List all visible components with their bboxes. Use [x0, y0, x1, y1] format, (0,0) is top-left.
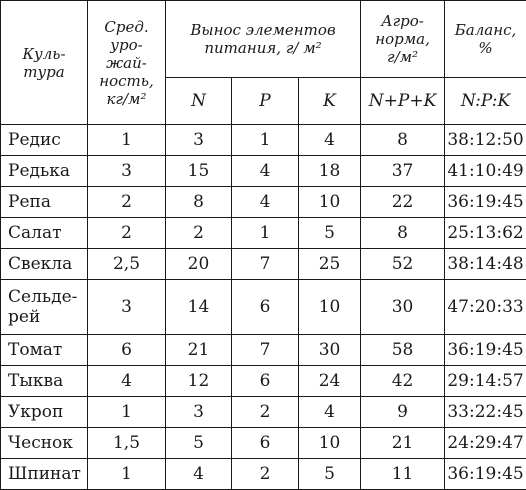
cell-p: 2 — [232, 397, 299, 428]
cell-crop: Укроп — [1, 397, 88, 428]
cell-crop: Томат — [1, 335, 88, 366]
cell-npk: 9 — [361, 397, 445, 428]
cell-npk: 52 — [361, 249, 445, 280]
cell-n: 5 — [166, 428, 232, 459]
cell-p: 4 — [232, 187, 299, 218]
cell-yield: 3 — [88, 156, 166, 187]
cell-npk: 11 — [361, 459, 445, 490]
cell-crop: Шпинат — [1, 459, 88, 490]
cell-npk: 21 — [361, 428, 445, 459]
cell-yield: 1 — [88, 459, 166, 490]
cell-p: 6 — [232, 366, 299, 397]
header-norm: Агро- норма, г/м² — [361, 1, 445, 78]
cell-k: 5 — [299, 459, 361, 490]
cell-balance: 47:20:33 — [445, 280, 526, 335]
header-yield: Сред. уро- жай- ность, кг/м² — [88, 1, 166, 125]
table-row — [1, 280, 526, 335]
cell-balance: 41:10:49 — [445, 156, 526, 187]
header-ratio: N:P:K — [445, 78, 526, 125]
cell-k: 24 — [299, 366, 361, 397]
cell-n: 15 — [166, 156, 232, 187]
table-row — [1, 218, 526, 249]
table-row — [1, 335, 526, 366]
cell-balance: 36:19:45 — [445, 459, 526, 490]
cell-k: 18 — [299, 156, 361, 187]
cell-p: 6 — [232, 428, 299, 459]
cell-n: 3 — [166, 397, 232, 428]
cell-npk: 58 — [361, 335, 445, 366]
cell-balance: 24:29:47 — [445, 428, 526, 459]
header-crop: Куль- тура — [1, 1, 88, 125]
cell-k: 25 — [299, 249, 361, 280]
cell-p: 1 — [232, 125, 299, 156]
table-row — [1, 187, 526, 218]
cell-k: 30 — [299, 335, 361, 366]
cell-n: 8 — [166, 187, 232, 218]
cell-crop: Репа — [1, 187, 88, 218]
cell-crop: Чеснок — [1, 428, 88, 459]
table-row — [1, 459, 526, 490]
cell-p: 1 — [232, 218, 299, 249]
cell-k: 5 — [299, 218, 361, 249]
cell-p: 7 — [232, 249, 299, 280]
cell-n: 12 — [166, 366, 232, 397]
table-row — [1, 397, 526, 428]
cell-crop: Редис — [1, 125, 88, 156]
cell-n: 20 — [166, 249, 232, 280]
cell-p: 2 — [232, 459, 299, 490]
header-removal: Вынос элементов питания, г/ м² — [166, 1, 361, 78]
cell-k: 10 — [299, 428, 361, 459]
header-n: N — [166, 78, 232, 125]
table-body — [1, 125, 526, 490]
cell-balance: 36:19:45 — [445, 187, 526, 218]
cell-balance: 38:12:50 — [445, 125, 526, 156]
cell-yield: 2 — [88, 218, 166, 249]
cell-yield: 1,5 — [88, 428, 166, 459]
cell-yield: 3 — [88, 280, 166, 335]
cell-k: 10 — [299, 280, 361, 335]
table-row — [1, 366, 526, 397]
cell-yield: 1 — [88, 397, 166, 428]
cell-crop: Сельде- рей — [1, 280, 88, 335]
cell-n: 21 — [166, 335, 232, 366]
cell-k: 10 — [299, 187, 361, 218]
cell-balance: 29:14:57 — [445, 366, 526, 397]
cell-crop: Свекла — [1, 249, 88, 280]
cell-npk: 37 — [361, 156, 445, 187]
cell-yield: 6 — [88, 335, 166, 366]
cell-crop: Тыква — [1, 366, 88, 397]
header-k: K — [299, 78, 361, 125]
cell-npk: 30 — [361, 280, 445, 335]
table-row — [1, 428, 526, 459]
cell-yield: 4 — [88, 366, 166, 397]
cell-yield: 1 — [88, 125, 166, 156]
cell-npk: 8 — [361, 125, 445, 156]
cell-npk: 8 — [361, 218, 445, 249]
cell-crop: Редька — [1, 156, 88, 187]
header-npk: N+P+K — [361, 78, 445, 125]
cell-balance: 38:14:48 — [445, 249, 526, 280]
cell-n: 3 — [166, 125, 232, 156]
cell-npk: 22 — [361, 187, 445, 218]
cell-p: 4 — [232, 156, 299, 187]
cell-balance: 25:13:62 — [445, 218, 526, 249]
table-row — [1, 249, 526, 280]
cell-crop: Салат — [1, 218, 88, 249]
cell-p: 6 — [232, 280, 299, 335]
cell-balance: 33:22:45 — [445, 397, 526, 428]
header-balance: Баланс, % — [445, 1, 526, 78]
cell-p: 7 — [232, 335, 299, 366]
table-row — [1, 156, 526, 187]
cell-balance: 36:19:45 — [445, 335, 526, 366]
header-p: P — [232, 78, 299, 125]
cell-k: 4 — [299, 397, 361, 428]
cell-npk: 42 — [361, 366, 445, 397]
cell-k: 4 — [299, 125, 361, 156]
cell-n: 4 — [166, 459, 232, 490]
cell-yield: 2 — [88, 187, 166, 218]
cell-yield: 2,5 — [88, 249, 166, 280]
cell-n: 14 — [166, 280, 232, 335]
table-row — [1, 125, 526, 156]
cell-n: 2 — [166, 218, 232, 249]
